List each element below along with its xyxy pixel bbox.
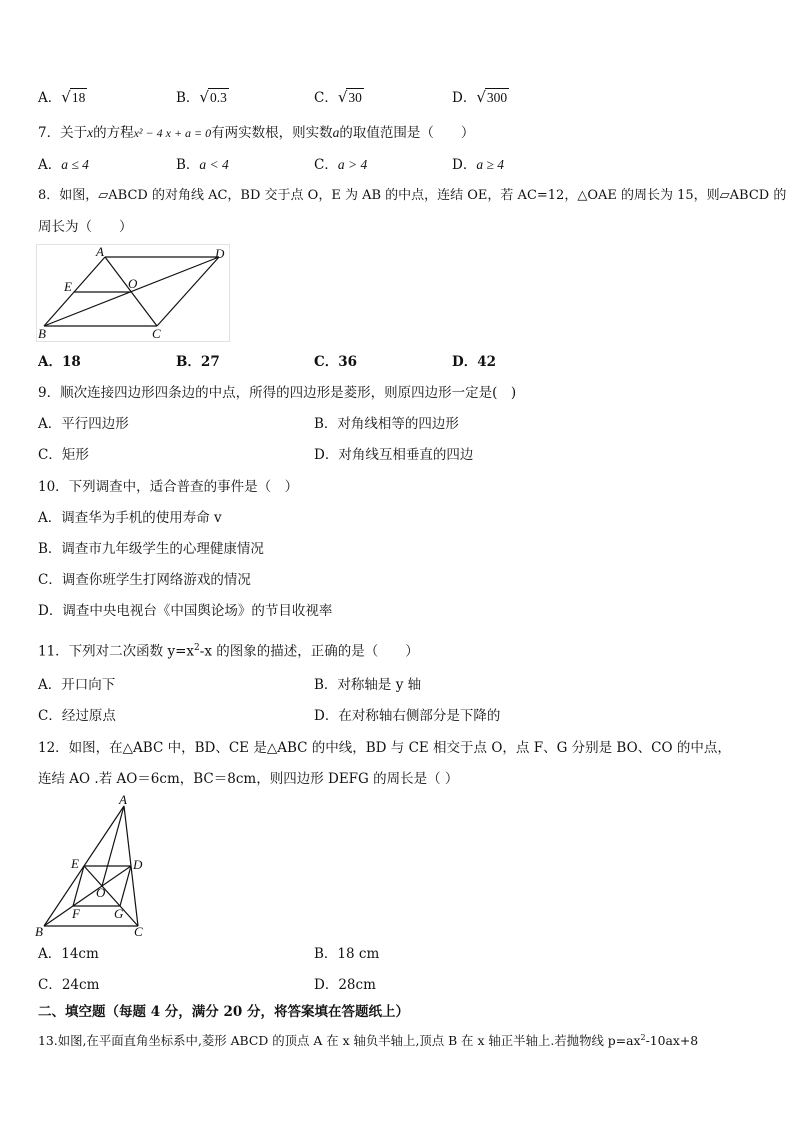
q12-label-c: C — [134, 924, 143, 939]
q9-stem: 9．顺次连接四边形四条边的中点，所得的四边形是菱形，则原四边形一定是( ) — [38, 385, 517, 401]
q12-option-c: C．24cm — [38, 977, 100, 993]
q12-option-a: A．14cm — [38, 946, 99, 962]
q7-option-a: A．a ≤ 4 — [38, 157, 89, 173]
q7-stem: 7．关于x的方程x² − 4 x + a = 0有两实数根，则实数a的取值范围是（ ） — [38, 125, 475, 141]
q8-option-b: B．27 — [176, 354, 220, 370]
q6-option-d: D．√300 — [452, 88, 508, 106]
q12-option-d: D．28cm — [314, 977, 376, 993]
q12-stem-line1: 12．如图，在△ABC 中，BD、CE 是△ABC 的中线，BD 与 CE 相交于点 O，点 F、G 分别是 BO、CO 的中点， — [38, 740, 731, 756]
q11-stem: 11．下列对二次函数 $y=x^2-x$ 的图象的描述，正确的是（ ） — [38, 643, 419, 660]
q8-option-c: C．36 — [314, 354, 358, 370]
q12-label-g: G — [114, 906, 124, 921]
q8-label-e: E — [64, 279, 72, 294]
q11-option-d: D．在对称轴右侧部分是下降的 — [314, 708, 501, 724]
q9-option-a: A．平行四边形 — [38, 416, 129, 432]
q8-stem-line1: 8．如图，▱ABCD 的对角线 AC，BD 交于点 O，E 为 AB 的中点，连结 OE，若 AC=12，△OAE 的周长为 15，则▱ABCD 的 — [38, 188, 787, 203]
q9-option-d: D．对角线互相垂直的四边 — [314, 447, 474, 463]
q8-parallelogram-figure — [36, 244, 230, 342]
q11-option-b: B．对称轴是 y 轴 — [314, 677, 422, 693]
q12-label-o: O — [96, 885, 106, 900]
q9-option-b: B．对角线相等的四边形 — [314, 416, 459, 432]
q7-option-c: C．a > 4 — [314, 157, 368, 173]
q12-label-a: A — [119, 794, 127, 807]
q7-option-d: D．a ≥ 4 — [452, 157, 504, 173]
q8-option-d: D．42 — [452, 354, 497, 370]
q8-label-o: O — [128, 276, 138, 291]
q12-label-b: B — [35, 924, 43, 939]
q12-label-d: D — [133, 857, 143, 872]
q8-label-a: A — [96, 244, 104, 259]
q6-option-a: A．√18 — [38, 88, 86, 106]
q13-stem: 13.如图,在平面直角坐标系中,菱形 ABCD 的顶点 A 在 x 轴负半轴上,顶点 B 在 x 轴正半轴上.若抛物线 $p=ax^2-10ax+8$ — [38, 1033, 699, 1049]
q8-label-d: D — [215, 246, 225, 261]
q10-stem: 10．下列调查中，适合普查的事件是（ ） — [38, 479, 299, 495]
q11-option-c: C．经过原点 — [38, 708, 116, 724]
q8-option-a: A．18 — [38, 354, 81, 370]
q12-label-f: F — [72, 906, 80, 921]
q8-stem-line2: 周长为（ ） — [38, 219, 133, 235]
q10-option-b: B．调查市九年级学生的心理健康情况 — [38, 541, 264, 557]
q12-option-b: B．18 cm — [314, 946, 380, 962]
q8-label-b: B — [38, 326, 46, 341]
q6-option-b: B．√0.3 — [176, 88, 227, 106]
q6-option-c: C．√30 — [314, 88, 362, 106]
q10-option-a: A．调查华为手机的使用寿命 v — [38, 510, 222, 526]
q11-option-a: A．开口向下 — [38, 677, 116, 693]
section2-heading: 二、填空题（每题 4 分，满分 20 分，将答案填在答题纸上） — [38, 1004, 409, 1020]
q10-option-d: D．调查中央电视台《中国舆论场》的节目收视率 — [38, 603, 333, 619]
q7-option-b: B．a < 4 — [176, 157, 229, 173]
q12-label-e: E — [71, 856, 79, 871]
q10-option-c: C．调查你班学生打网络游戏的情况 — [38, 572, 251, 588]
q12-triangle-figure — [34, 794, 154, 940]
q9-option-c: C．矩形 — [38, 447, 89, 463]
q8-label-c: C — [152, 326, 161, 341]
q12-stem-line2: 连结 AO .若 AO＝6cm，BC＝8cm，则四边形 DEFG 的周长是（ ） — [38, 771, 459, 787]
